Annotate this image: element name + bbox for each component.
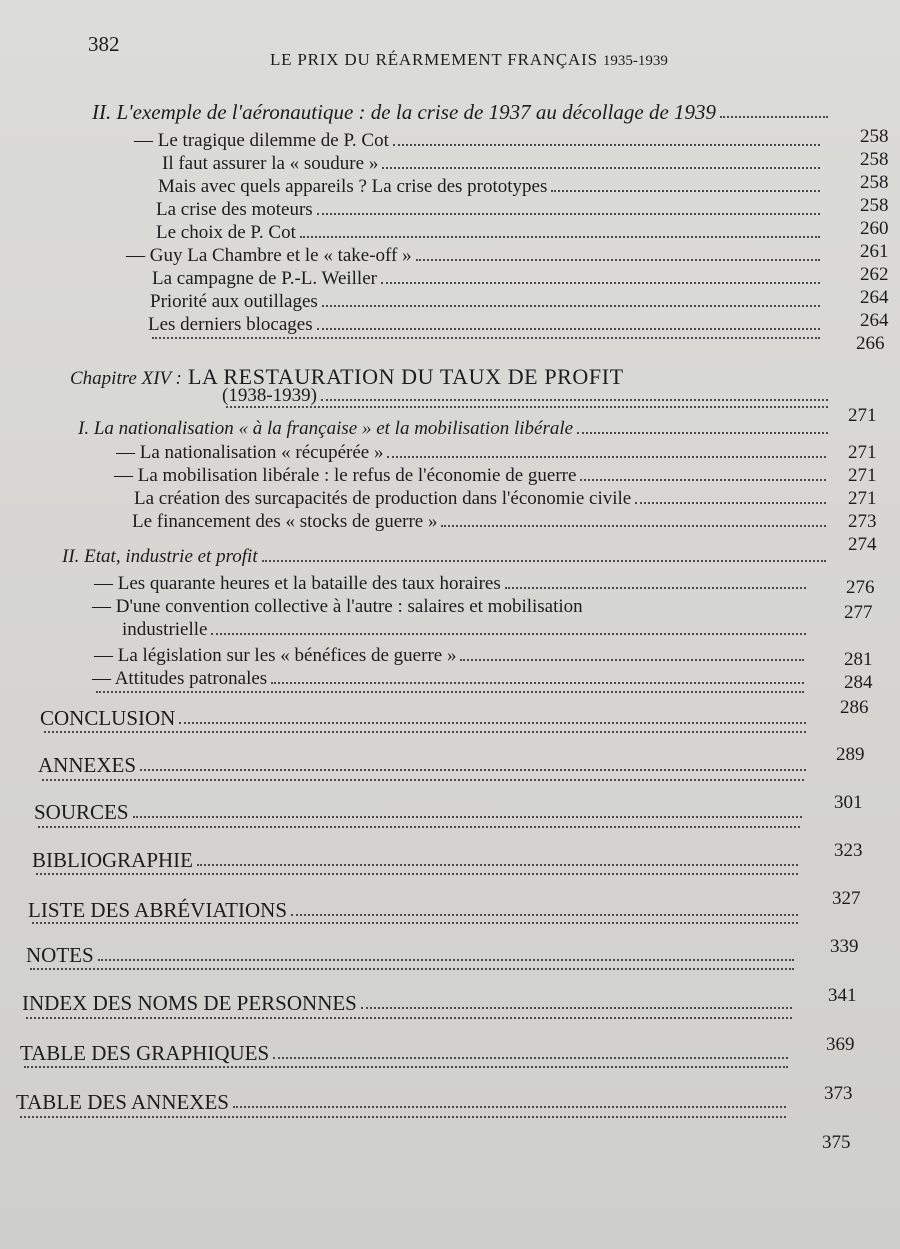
toc-page: 341: [828, 985, 857, 1006]
toc-page: 264: [860, 310, 889, 331]
toc-backmatter-entry: INDEX DES NOMS DE PERSONNES: [22, 993, 796, 1014]
toc-entry: — La législation sur les « bénéfices de guerre »: [94, 645, 808, 666]
toc-dot-leader: [20, 1066, 792, 1073]
toc-section-nationalisation: I. La nationalisation « à la française » et la mobilisation libérale: [78, 418, 832, 439]
toc-page: 286: [840, 697, 869, 718]
toc-page: 266: [856, 333, 885, 354]
toc-backmatter-entry: TABLE DES GRAPHIQUES: [20, 1043, 792, 1064]
toc-entry: — La nationalisation « récupérée »: [116, 442, 830, 463]
toc-entry: Priorité aux outillages: [150, 291, 824, 312]
toc-entry: — Attitudes patronales: [92, 668, 808, 689]
toc-page: 369: [826, 1034, 855, 1055]
chapter-label: Chapitre XIV :: [70, 368, 182, 389]
toc-entry: Les derniers blocages: [148, 314, 824, 335]
toc-page: 289: [836, 744, 865, 765]
toc-dot-leader: [32, 873, 802, 880]
toc-backmatter-entry: LISTE DES ABRÉVIATIONS: [28, 900, 802, 921]
toc-backmatter-entry: NOTES: [26, 945, 798, 966]
toc-dot-leader: [28, 922, 802, 929]
running-title-text: LE PRIX DU RÉARMEMENT FRANÇAIS: [270, 50, 598, 69]
toc-page: 264: [860, 287, 889, 308]
toc-backmatter-entry: BIBLIOGRAPHIE: [32, 850, 802, 871]
toc-page: 271: [848, 465, 877, 486]
toc-page: 258: [860, 149, 889, 170]
toc-entry: La création des surcapacités de production dans l'économie civile: [134, 488, 830, 509]
toc-entry: — Guy La Chambre et le « take-off »: [126, 245, 824, 266]
toc-dot-leader: [40, 731, 810, 738]
toc-section-aeronautique: II. L'exemple de l'aéronautique : de la crise de 1937 au décollage de 1939: [92, 102, 832, 123]
toc-page: 273: [848, 511, 877, 532]
page-number: 382: [88, 32, 120, 56]
toc-dot-leader: [22, 1017, 796, 1024]
toc-page: 258: [860, 172, 889, 193]
toc-page: 327: [832, 888, 861, 909]
toc-page: 373: [824, 1083, 853, 1104]
running-title-years: 1935-1939: [602, 53, 668, 69]
toc-dot-leader: [148, 337, 824, 344]
toc-page: 323: [834, 840, 863, 861]
toc-backmatter-entry: ANNEXES: [38, 755, 810, 776]
toc-dot-leader: [34, 826, 804, 833]
toc-page: 258: [860, 126, 889, 147]
toc-dot-leader: [222, 406, 832, 413]
toc-page: 260: [860, 218, 889, 239]
toc-entry: Le choix de P. Cot: [156, 222, 824, 243]
toc-entry-continuation: industrielle: [122, 619, 810, 640]
toc-section-etat: II. Etat, industrie et profit: [62, 546, 830, 567]
toc-backmatter-entry: TABLE DES ANNEXES: [16, 1092, 790, 1113]
toc-page: 271: [848, 405, 877, 426]
toc-page: 261: [860, 241, 889, 262]
toc-page: 271: [848, 488, 877, 509]
toc-entry: La crise des moteurs: [156, 199, 824, 220]
toc-entry: Il faut assurer la « soudure »: [162, 153, 824, 174]
toc-page: 284: [844, 672, 873, 693]
toc-page: 375: [822, 1132, 851, 1153]
toc-dot-leader: [92, 691, 808, 698]
toc-entry: Mais avec quels appareils ? La crise des prototypes: [158, 176, 824, 197]
toc-backmatter-entry: CONCLUSION: [40, 708, 810, 729]
toc-page: 276: [846, 577, 875, 598]
toc-page: 281: [844, 649, 873, 670]
toc-page: 274: [848, 534, 877, 555]
toc-page: 258: [860, 195, 889, 216]
toc-page: 301: [834, 792, 863, 813]
toc-entry: — La mobilisation libérale : le refus de l'économie de guerre: [114, 465, 830, 486]
toc-page: 277: [844, 602, 873, 623]
toc-dot-leader: [16, 1116, 790, 1123]
chapter-title: LA RESTAURATION DU TAUX DE PROFIT: [188, 364, 624, 389]
toc-page: 271: [848, 442, 877, 463]
toc-dot-leader: [38, 779, 808, 786]
toc-page: 339: [830, 936, 859, 957]
toc-chapter-years: (1938-1939): [222, 385, 832, 406]
toc-page: 262: [860, 264, 889, 285]
toc-entry: La campagne de P.-L. Weiller: [152, 268, 824, 289]
toc-entry: Le financement des « stocks de guerre »: [132, 511, 830, 532]
toc-entry: — Les quarante heures et la bataille des taux horaires: [94, 573, 810, 594]
toc-entry: — Le tragique dilemme de P. Cot: [134, 130, 824, 151]
toc-entry: — D'une convention collective à l'autre : salaires et mobilisation: [92, 596, 583, 617]
toc-dot-leader: [26, 968, 798, 975]
toc-backmatter-entry: SOURCES: [34, 802, 806, 823]
